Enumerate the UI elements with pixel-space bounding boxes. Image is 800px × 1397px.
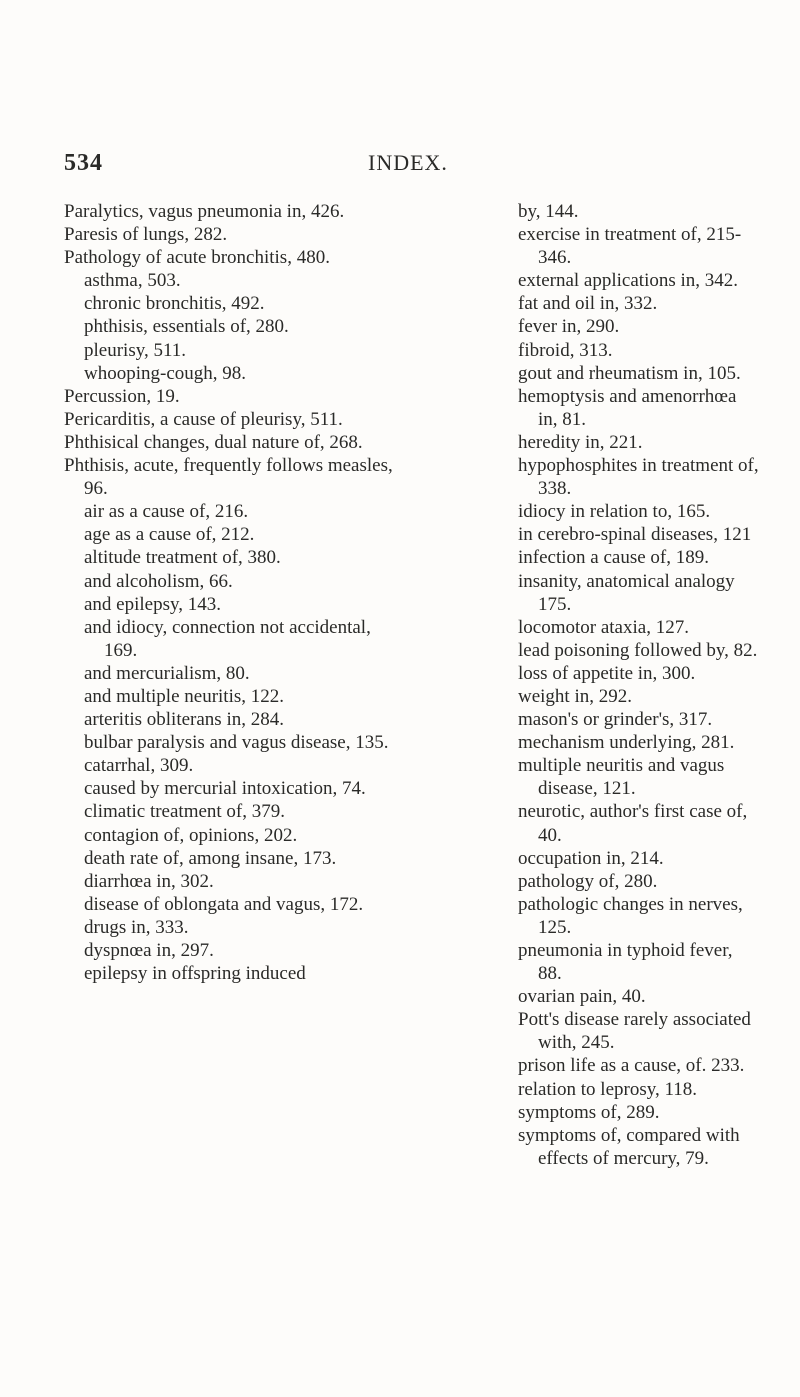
index-entry: Phthisis, acute, frequently follows measles, 96. bbox=[64, 455, 393, 500]
index-entry: fat and oil in, 332. bbox=[518, 293, 658, 315]
index-entry: neurotic, author's first case of, 40. bbox=[518, 801, 748, 846]
index-entry: Paresis of lungs, 282. bbox=[64, 224, 228, 246]
index-entry: diarrhœa in, 302. bbox=[84, 870, 214, 892]
index-entry: air as a cause of, 216. bbox=[84, 501, 249, 523]
index-entry: Pott's disease rarely associated with, 245. bbox=[518, 1009, 751, 1054]
index-entry: in cerebro-spinal diseases, 121 bbox=[518, 524, 752, 546]
index-entry: and mercurialism, 80. bbox=[84, 662, 250, 684]
running-head: INDEX. bbox=[368, 150, 448, 175]
index-column-right bbox=[498, 200, 760, 1170]
index-entry: Pericarditis, a cause of pleurisy, 511. bbox=[64, 408, 343, 430]
index-entry: Percussion, 19. bbox=[64, 385, 180, 407]
index-entry: disease of oblongata and vagus, 172. bbox=[84, 893, 364, 915]
index-entry: caused by mercurial intoxication, 74. bbox=[84, 778, 366, 800]
index-entry: chronic bronchitis, 492. bbox=[84, 293, 265, 315]
index-entry: relation to leprosy, 118. bbox=[518, 1078, 698, 1100]
index-entry: symptoms of, 289. bbox=[518, 1101, 660, 1123]
index-column-left bbox=[64, 200, 394, 985]
index-entry: locomotor ataxia, 127. bbox=[518, 616, 689, 638]
index-entry: altitude treatment of, 380. bbox=[84, 547, 281, 569]
index-entry: whooping-cough, 98. bbox=[84, 362, 247, 384]
index-entry: death rate of, among insane, 173. bbox=[84, 847, 337, 869]
page-number: 534 bbox=[64, 150, 103, 176]
index-entry: bulbar paralysis and vagus disease, 135. bbox=[84, 732, 389, 754]
index-entry: and alcoholism, 66. bbox=[84, 570, 233, 592]
index-entry: gout and rheumatism in, 105. bbox=[518, 362, 741, 384]
index-entry: idiocy in relation to, 165. bbox=[518, 501, 711, 523]
index-entry: phthisis, essentials of, 280. bbox=[84, 316, 289, 338]
index-entry: mason's or grinder's, 317. bbox=[518, 709, 713, 731]
index-entry: weight in, 292. bbox=[518, 685, 632, 707]
index-entry: pathology of, 280. bbox=[518, 870, 658, 892]
index-entry: pathologic changes in nerves, 125. bbox=[518, 893, 743, 938]
index-entry: multiple neuritis and vagus disease, 121. bbox=[518, 755, 725, 800]
index-entry: Paralytics, vagus pneumonia in, 426. bbox=[64, 201, 345, 222]
index-entry: dyspnœa in, 297. bbox=[84, 940, 214, 961]
index-entry: ovarian pain, 40. bbox=[518, 986, 646, 1008]
index-entry: symptoms of, compared with effects of mercury, 79. bbox=[518, 1124, 740, 1169]
index-entry: prison life as a cause, of. 233. bbox=[518, 1055, 745, 1077]
index-entry: catarrhal, 309. bbox=[84, 755, 194, 777]
index-entry: Phthisical changes, dual nature of, 268. bbox=[64, 431, 363, 453]
index-entry: infection a cause of, 189. bbox=[518, 547, 709, 569]
index-entry: fever in, 290. bbox=[518, 316, 620, 338]
index-entry: Pathology of acute bronchitis, 480. bbox=[64, 247, 330, 269]
index-entry: pleurisy, 511. bbox=[84, 339, 187, 361]
index-entry: and idiocy, connection not accidental, 169. bbox=[84, 616, 371, 661]
index-entry: loss of appetite in, 300. bbox=[518, 662, 696, 684]
index-entry: pneumonia in typhoid fever, 88. bbox=[518, 940, 733, 985]
index-entry: contagion of, opinions, 202. bbox=[84, 824, 298, 846]
index-entry: climatic treatment of, 379. bbox=[84, 801, 286, 823]
index-entry: and multiple neuritis, 122. bbox=[84, 685, 285, 707]
index-entry: fibroid, 313. bbox=[518, 339, 613, 361]
index-entry: heredity in, 221. bbox=[518, 431, 643, 453]
index-entry: and epilepsy, 143. bbox=[84, 593, 222, 615]
index-entry: hemoptysis and amenorrhœa in, 81. bbox=[518, 385, 737, 430]
index-entry: hypophosphites in treatment of, 338. bbox=[518, 455, 759, 500]
index-entry: insanity, anatomical analogy 175. bbox=[518, 570, 735, 615]
index-entry: mechanism underlying, 281. bbox=[518, 732, 735, 754]
index-entry: asthma, 503. bbox=[84, 270, 181, 292]
index-entry: drugs in, 333. bbox=[84, 916, 189, 938]
index-entry: by, 144. bbox=[518, 201, 579, 222]
index-entry: arteritis obliterans in, 284. bbox=[84, 709, 284, 731]
index-entry: external applications in, 342. bbox=[518, 270, 739, 292]
index-entry: occupation in, 214. bbox=[518, 847, 664, 869]
index-entry: lead poisoning followed by, 82. bbox=[518, 639, 758, 661]
index-entry: epilepsy in offspring induced bbox=[84, 963, 306, 985]
page-header bbox=[64, 150, 744, 186]
index-entry: age as a cause of, 212. bbox=[84, 524, 255, 546]
index-entry: exercise in treatment of, 215-346. bbox=[518, 224, 742, 269]
